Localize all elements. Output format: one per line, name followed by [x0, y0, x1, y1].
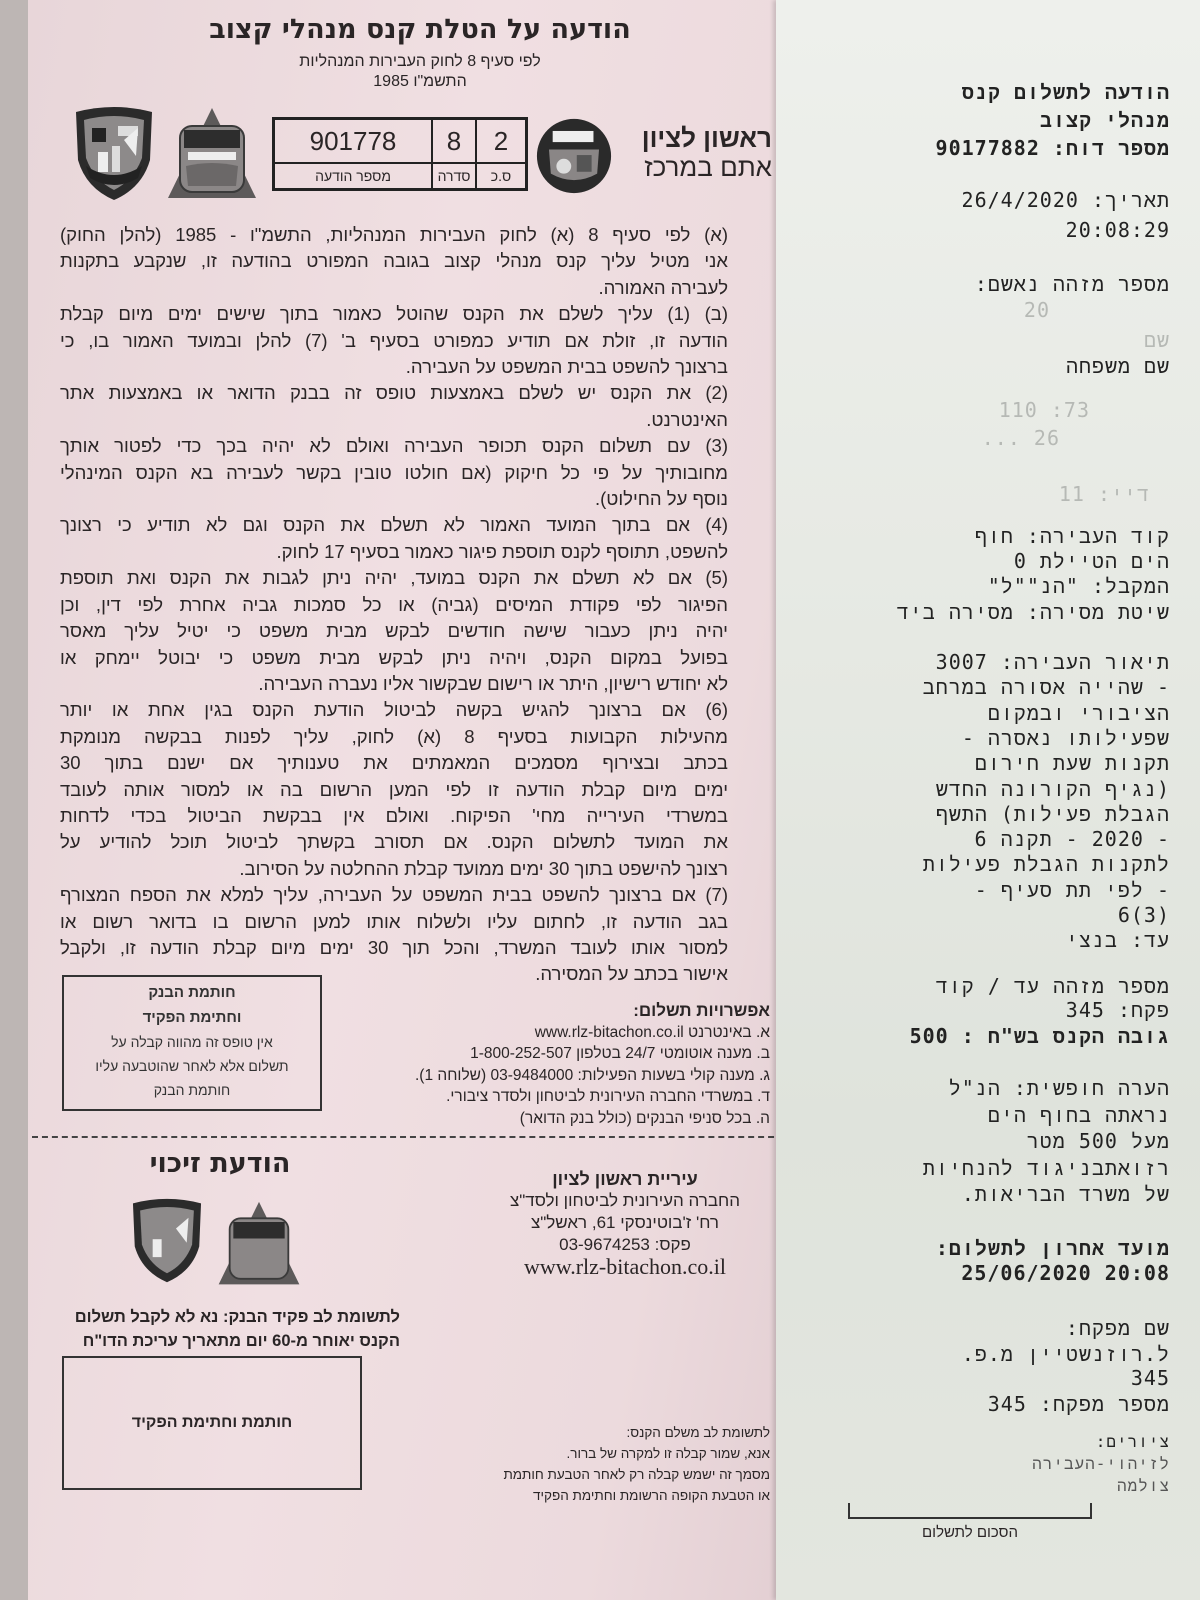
tear-line [32, 1136, 784, 1138]
check-digit: 2 [476, 119, 526, 163]
receipt-line: מעל 500 מטר [1026, 1129, 1170, 1153]
receipt-line: תיאור העבירה: 3007 [935, 650, 1170, 674]
notice-number: 901778 [274, 119, 432, 163]
report-date: תאריך: 26/4/2020 [961, 188, 1170, 212]
photos-line: לזיהוי-העבירה [1032, 1454, 1170, 1473]
photos-line: צולמה [1116, 1476, 1170, 1495]
inspector-name: ל.רוזנשטיין מ.פ. [961, 1342, 1170, 1366]
receipt-title: מנהלי קצוב [1039, 108, 1170, 132]
receipt-title: הודעה לתשלום קנס [961, 80, 1170, 104]
notice-paragraph [60, 882, 728, 988]
city-contact-block [480, 1168, 770, 1278]
paragraph-line: הפיגור לפי פקודת המיסים (גביה) או כל סמכות גביה אחרת לפי דין, וכן [60, 593, 728, 615]
paragraph-line: (א) לפי סעיף 8 (א) לחוק העבירות המנהליות, התשמ"ו - 1985 (להלן החוק) [60, 224, 729, 245]
paragraph-line: את המועד לתשלום הקנס. אם תסורב בקשתך לביטול תוכל להודיע על [60, 831, 728, 853]
paragraph-line: רצונך להישפט בתוך 30 ימים ממועד קבלת ההחלטה על הסירוב. [239, 857, 728, 879]
paragraph-line: ברצונך להשפט בבית המשפט על העבירה. [405, 356, 728, 378]
receipt-line: - לפי תת סעיף - [974, 877, 1170, 902]
amount-to-pay-label: הסכום לתשלום [922, 1524, 1018, 1541]
paragraph-line: (2) את הקנס יש לשלם באמצעות טופס זה בבנק הדואר או באמצעות אתר [60, 382, 728, 404]
payment-deadline-label: מועד אחרון לתשלום: [935, 1236, 1170, 1260]
inspector-code: פקח: 345 [1065, 998, 1170, 1022]
notice-paragraph [60, 565, 728, 697]
defendant-id: 20 [1023, 298, 1050, 322]
paragraph-line: מחובותיך על פי כל חיקוק (אם חולטו טובין בקשר לעבירה בא הקנס המינהלי [60, 461, 728, 483]
payment-deadline: 20:08 25/06/2020 [961, 1261, 1170, 1285]
clerk-signature-label: וחתימת הפקיד [142, 1009, 242, 1026]
paragraph-line: (7) אם ברצונך להשפט בבית המשפט על העבירה, עליך למלא את הספח המצורף [60, 884, 728, 906]
payer-note-line: לתשומת לב משלם הקנס: [626, 1425, 770, 1440]
notice-paragraph [60, 222, 728, 301]
receipt-line: הציבורי ובמקום [987, 700, 1170, 725]
bank-stamp-label: חותמת הבנק [148, 984, 236, 1001]
payment-option-internet: א. באינטרנט www.rlz-bitachon.co.il [534, 1023, 770, 1041]
subtitle-line: לפי סעיף 8 לחוק העבירות המנהליות [299, 53, 541, 70]
notice-paragraph [60, 697, 728, 882]
series-label: סדרה [432, 163, 476, 189]
payment-option-phone: ב. מענה אוטומטי 24/7 בטלפון 1-800-252-507 [470, 1045, 770, 1062]
offense-location: הים הטיילת 0 [1013, 549, 1170, 573]
attention-line: לתשומת לב פקיד הבנק: נא לא לקבל תשלום [74, 1308, 400, 1326]
municipal-shield-logo [72, 106, 156, 202]
faded-line: דיי: 11 [1058, 482, 1150, 506]
paragraph-line: ימים מיום קבלת הודעה זו לפי המען הרשום בה או למסור אותה לעובד [60, 778, 728, 800]
notice-body-text [60, 222, 728, 988]
check-digit-label: ס.כ [476, 163, 526, 189]
stamp-note: אין טופס זה מהווה קבלה על [111, 1034, 273, 1050]
notice-paragraph [60, 433, 728, 512]
address: רח' ז'בוטינסקי 61, ראשל"צ [530, 1213, 719, 1232]
notice-number-table [272, 117, 528, 191]
payment-options [415, 1000, 770, 1129]
faded-line: 73: 110 [998, 398, 1090, 422]
fax: פקס: 03-9674253 [559, 1235, 691, 1254]
notice-paragraph [60, 380, 728, 433]
receipt-line: רזואתבניגוד להנחיות [922, 1155, 1170, 1180]
series-number: 8 [432, 119, 476, 163]
paragraph-line: מהעילות הקבועות בסעיף 8 (א) לחוק, עליך לפנות בבקשה מנומקת [60, 725, 728, 747]
photos-label: ציורים: [1095, 1432, 1170, 1451]
payer-note [430, 1422, 770, 1506]
payer-note-line: אנא, שמור קבלה זו למקרה של ברור. [566, 1446, 770, 1461]
paragraph-line: אישור בכתב על המסירה. [535, 963, 728, 985]
receipt-line: לתקנות הגבלת פעילות [922, 852, 1170, 877]
payment-option-bank: ה. בכל סניפי הבנקים (כולל בנק הדואר) [519, 1109, 770, 1127]
brand-slogan: אתם במרכז [644, 152, 772, 182]
credit-notice-title: הודעת זיכוי [149, 1148, 291, 1179]
paragraph-line: במשרדי העירייה מחי' הפיקוח. ואולם אין בבקשת הביטול בכדי לדחות [60, 804, 728, 826]
subtitle-line: התשמ"ו 1985 [373, 73, 467, 90]
city-brand [612, 124, 772, 182]
attention-line: הקנס יאוחר מ-60 יום מתאריך עריכת הדו"ח [82, 1332, 400, 1350]
offense-code: קוד העבירה: חוף [974, 524, 1170, 548]
stamp-note: תשלום אלא לאחר שהוטבעה עליו [95, 1058, 289, 1074]
paragraph-line: להשפט, תתוסף לקנס תוספת פיגור כאמור בסעיף 17 לחוק. [276, 540, 728, 562]
inspector-number: מספר מפקח: 345 [987, 1392, 1170, 1416]
receipt-line: הגבלת פעילות) התשף [935, 801, 1170, 826]
fine-amount: גובה הקנס בש"ח : 500 [909, 1024, 1170, 1048]
paragraph-line: נוסף על החילוט). [594, 488, 728, 510]
receipt-line: - שהייה אסורה במרחב [922, 675, 1170, 700]
receipt-line: הערה חופשית: הנ"ל [948, 1076, 1170, 1100]
paragraph-line: (3) עם תשלום הקנס תכופר העבירה ואולם לא יהיה בכך כדי לפטור אותך [60, 435, 728, 457]
paragraph-line: בגב הודעה זו, לחתום עליו ולשלוח אותו למען הרשום בו בדואר רשום או [60, 910, 728, 932]
company-name: החברה העירונית לביטחון ולסד"צ [510, 1191, 740, 1210]
security-company-logo [216, 1200, 302, 1288]
clerk-stamp-box [62, 1356, 362, 1490]
recipient: המקבל: "הנ""ל" [987, 574, 1170, 598]
payer-note-line: מסמך זה ישמש קבלה רק לאחר הטבעת חותמת [503, 1467, 770, 1482]
defendant-id-label: מספר מזהה נאשם: [974, 272, 1170, 296]
amount-bracket [848, 1503, 1092, 1519]
payment-option-office: ד. במשרדי החברה העירונית לביטחון ולסדר ציבורי. [446, 1088, 770, 1105]
inspector-number-line: 345 [1130, 1366, 1170, 1390]
municipality-name: עיריית ראשון לציון [552, 1169, 698, 1189]
paragraph-line: לעבירה האמורה. [598, 276, 728, 298]
city-emblem-logo [536, 115, 612, 197]
paragraph-line: האינטרנט. [646, 408, 728, 430]
website: www.rlz-bitachon.co.il [523, 1254, 726, 1279]
receipt-line: (3)6 [1117, 903, 1170, 927]
paragraph-line: בפועל במקום הקנס, ויהיה ניתן לבקש מבית משפט כי יבוטל יימחק או [60, 646, 728, 668]
payment-option-voice: ג. מענה קולי בשעות הפעילות: 03-9484000 (שלוחה 1). [415, 1066, 770, 1084]
receipt-line: נראתה בחוף הים [987, 1102, 1170, 1127]
paragraph-line: יהיה ניתן כעבור שישה חודשים לבקש מבית משפט כי יטיל עליך מאסר [60, 620, 728, 642]
bank-stamp-box [62, 975, 322, 1111]
security-company-logo [166, 106, 258, 202]
first-name-label: שם [1143, 328, 1170, 352]
receipt-line: (נגיף הקורונה החדש [935, 776, 1170, 801]
paragraph-line: (5) אם לא תשלם את הקנס במועד, יהיה ניתן לגבות את הקנס ואת תוספת [60, 567, 728, 589]
payment-options-heading: אפשרויות תשלום: [633, 1001, 770, 1020]
inspector-name-label: שם מפקח: [1065, 1316, 1170, 1340]
paragraph-line: הודעה זו, זולת אם תודיע כמפורט בסעיף ב' (7) להלן ובמועד האמור בו, כי [60, 329, 728, 351]
delivery-method: שיטת מסירה: מסירה ביד [896, 600, 1170, 624]
last-name-label: שם משפחה [1065, 354, 1170, 378]
report-time: 20:08:29 [1065, 218, 1170, 242]
municipal-shield-logo [128, 1198, 206, 1284]
paragraph-line: (4) אם בתוך המועד האמור לא תשלם את הקנס וגם לא תודיע כי רצונך [60, 514, 728, 536]
report-number: מספר דוח: 90177882 [935, 136, 1170, 160]
receipt-line: תקנות שעת חירום [974, 751, 1170, 776]
witness-id-label: מספר מזהה עד / קוד [935, 974, 1170, 998]
paragraph-line: לא יחודש רישיון, היתר או רישום שבקשור אליו נעברה העבירה. [258, 672, 728, 694]
notice-title: הודעה על הטלת קנס מנהלי קצוב [209, 14, 631, 45]
notice-subtitle [200, 52, 640, 92]
notice-paragraph [60, 301, 728, 380]
faded-line: 26 ... [981, 426, 1060, 450]
receipt-line: שפעילותו נאסרה - [961, 725, 1170, 750]
stamp-note: חותמת הבנק [153, 1082, 231, 1098]
witness: עד: בנצי [1065, 928, 1170, 952]
brand-line: ראשון לציון [641, 123, 772, 153]
bank-clerk-attention [38, 1305, 400, 1353]
payer-note-line: או הטבעת הקופה הרשומת וחתימת הפקיד [533, 1488, 770, 1503]
paragraph-line: למסור אותו לעובד המשרד, והכל תוך 30 ימים מיום קבלת הודעה זו, ולקבל [60, 936, 728, 958]
receipt-line: - 2020 - תקנה 6 [974, 827, 1170, 852]
notice-number-label: מספר הודעה [274, 163, 432, 189]
clerk-stamp-label: חותמת וחתימת הפקיד [131, 1414, 293, 1431]
receipt-line: של משרד הבריאות. [961, 1182, 1170, 1206]
paragraph-line: (ב) (1) עליך לשלם את הקנס שהוטל כאמור בתוך שישים ימים מיום קבלת [60, 303, 729, 325]
paragraph-line: אני מטיל עליך קנס מנהלי קצוב בגובה המפורט בהודעה זו, שנקבע בתקנות [60, 250, 728, 272]
notice-paragraph [60, 512, 728, 565]
paragraph-line: (6) אם ברצונך להגיש בקשה לביטול הודעת הקנס בגין אחת או יותר [60, 699, 728, 721]
paragraph-line: בכתב ובצירוף מסמכים המאמתים את טענותיך אם ישנם בתוך 30 [60, 752, 728, 774]
